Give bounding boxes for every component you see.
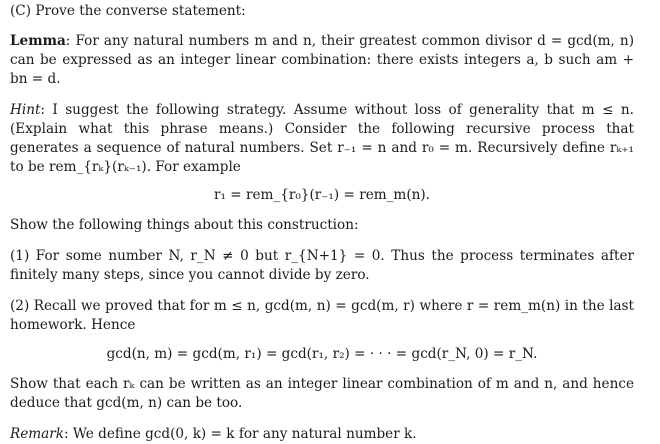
hint-paragraph [10,101,634,177]
document-page [10,2,634,444]
hint-label: Hint [10,102,41,118]
instruction-text: Show the following things about this construction: [10,217,359,233]
hint-text: : I suggest the following strategy. Assume without loss of generality that m ≤ n. (Explain what this phrase means.) Consider the following recursive process that generates a sequence of natural numbers. Set r₋₁ = n and r₀ = m. Recursively define rₖ₊₁ to be rem_{rₖ}(rₖ₋₁). For example [10,102,634,175]
list-item-1: (1) For some number N, r_N ≠ 0 but r_{N+1} = 0. Thus the process terminates after finitely many steps, since you cannot divide by zero. [10,248,634,283]
instruction-text-2: Show that each rₖ can be written as an integer linear combination of m and n, and hence deduce that gcd(m, n) can be too. [10,376,634,411]
display-equation-r1: r₁ = rem_{r₀}(r₋₁) = rem_m(n). [213,187,431,203]
section-heading: (C) Prove the converse statement: [10,3,246,19]
lemma-paragraph [10,32,634,89]
remark-text: : We define gcd(0, k) = k for any natural number k. [64,426,417,442]
lemma-label: Lemma [10,33,66,49]
list-item-2: (2) Recall we proved that for m ≤ n, gcd(m, n) = gcd(m, r) where r = rem_m(n) in the last homework. Hence [10,298,634,333]
lemma-text: : For any natural numbers m and n, their greatest common divisor d = gcd(m, n) can be expressed as an integer linear combination: there exists integers a, b such am + bn = d. [10,33,634,87]
remark-paragraph [10,425,634,444]
remark-label: Remark [10,426,65,442]
display-equation-gcd-chain: gcd(n, m) = gcd(m, r₁) = gcd(r₁, r₂) = · · · = gcd(r_N, 0) = r_N. [106,346,538,362]
